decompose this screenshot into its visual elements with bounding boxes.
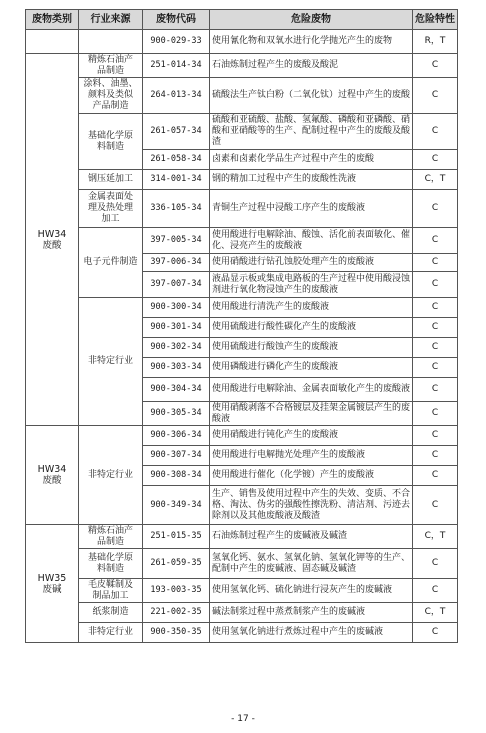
- hazard-characteristic: C: [413, 623, 458, 643]
- hazard-characteristic: C: [413, 254, 458, 272]
- waste-code: 261-058-34: [143, 150, 210, 170]
- waste-description: 石油炼制过程产生的废碱液及碱渣: [210, 525, 413, 549]
- waste-code: 251-015-35: [143, 525, 210, 549]
- hazard-characteristic: C: [413, 78, 458, 114]
- waste-description: 硫酸法生产钛白粉（二氧化钛）过程中产生的废酸: [210, 78, 413, 114]
- industry-source: 毛皮鞣制及 制品加工: [79, 579, 143, 603]
- waste-description: 卤素和卤素化学品生产过程中产生的废酸: [210, 150, 413, 170]
- waste-code: 336-105-34: [143, 190, 210, 228]
- waste-code: 900-304-34: [143, 378, 210, 402]
- waste-code: 264-013-34: [143, 78, 210, 114]
- table-row: [26, 78, 458, 114]
- waste-description: 使用氢氧化钠进行煮炼过程中产生的废碱液: [210, 623, 413, 643]
- waste-description: 石油炼制过程产生的废酸及酸泥: [210, 54, 413, 78]
- table-row: [26, 603, 458, 623]
- industry-source: 精炼石油产 品制造: [79, 54, 143, 78]
- table-row: [26, 579, 458, 603]
- waste-category-hw34-continued: HW34 废酸: [26, 426, 79, 525]
- waste-description: 使用硫酸进行酸蚀产生的废酸液: [210, 338, 413, 358]
- waste-description: 使用酸进行电解除油、酸蚀、活化前表面敏化、催化、浸亮产生的废酸液: [210, 228, 413, 254]
- table-row: [26, 228, 458, 254]
- hazardous-waste-table: [25, 9, 458, 643]
- industry-source: 非特定行业: [79, 298, 143, 426]
- hazard-characteristic: C，T: [413, 603, 458, 623]
- waste-description: 使用硝酸剥落不合格镀层及挂架金属镀层产生的废酸液: [210, 402, 413, 426]
- header-code: 废物代码: [143, 10, 210, 30]
- waste-description: 硫酸和亚硫酸、盐酸、氢氟酸、磷酸和亚磷酸、硝酸和亚硝酸等的生产、配制过程中产生的废酸及酸渣: [210, 114, 413, 150]
- hazard-characteristic: C: [413, 338, 458, 358]
- industry-source: 基础化学原 料制造: [79, 114, 143, 170]
- waste-code: 900-029-33: [143, 30, 210, 54]
- industry-source: 金属表面处 理及热处理 加工: [79, 190, 143, 228]
- hazard-characteristic: C: [413, 150, 458, 170]
- table-row: [26, 298, 458, 318]
- waste-code: 193-003-35: [143, 579, 210, 603]
- waste-code: 397-006-34: [143, 254, 210, 272]
- industry-source: 非特定行业: [79, 623, 143, 643]
- hazard-characteristic: C: [413, 298, 458, 318]
- table-row: [26, 114, 458, 150]
- waste-description: 钢的精加工过程中产生的废酸性洗液: [210, 170, 413, 190]
- table-row: [26, 54, 458, 78]
- waste-code: 900-349-34: [143, 486, 210, 525]
- waste-description: 使用酸进行清洗产生的废酸液: [210, 298, 413, 318]
- page-number: - 17 -: [231, 714, 255, 724]
- waste-code: 314-001-34: [143, 170, 210, 190]
- waste-description: 使用硝酸进行钻孔蚀胶处理产生的废酸液: [210, 254, 413, 272]
- industry-source: 钢压延加工: [79, 170, 143, 190]
- industry-source: 涂料、油墨、 颜料及类似 产品制造: [79, 78, 143, 114]
- waste-code: 900-300-34: [143, 298, 210, 318]
- waste-code: 900-305-34: [143, 402, 210, 426]
- table-row: [26, 30, 458, 54]
- table-header-row: [26, 10, 458, 30]
- header-waste: 危险废物: [210, 10, 413, 30]
- waste-description: 使用硫酸进行酸性碳化产生的废酸液: [210, 318, 413, 338]
- hazard-characteristic: C: [413, 318, 458, 338]
- waste-description: 氢氧化钙、氨水、氢氧化钠、氢氧化钾等的生产、配制中产生的废碱液、固态碱及碱渣: [210, 549, 413, 579]
- hazard-characteristic: C: [413, 486, 458, 525]
- hazard-characteristic: C: [413, 466, 458, 486]
- waste-description: 生产、销售及使用过程中产生的失效、变质、不合格、淘汰、伪劣的强酸性擦洗粉、清洁剂、污迹去除剂以及其他废酸液及酸渣: [210, 486, 413, 525]
- hazard-characteristic: C: [413, 549, 458, 579]
- hazard-characteristic: R，T: [413, 30, 458, 54]
- waste-description: 液晶显示板或集成电路板的生产过程中使用酸浸蚀剂进行氧化物浸蚀产生的废酸液: [210, 272, 413, 298]
- waste-code: 221-002-35: [143, 603, 210, 623]
- waste-code: 900-350-35: [143, 623, 210, 643]
- waste-code: 900-303-34: [143, 358, 210, 378]
- table-row: [26, 549, 458, 579]
- hazard-characteristic: C: [413, 446, 458, 466]
- industry-source: 精炼石油产 品制造: [79, 525, 143, 549]
- waste-description: 使用氢氧化钙、硫化钠进行浸灰产生的废碱液: [210, 579, 413, 603]
- table-row: [26, 525, 458, 549]
- waste-description: 使用酸进行电解除油、金属表面敏化产生的废酸液: [210, 378, 413, 402]
- waste-code: 397-007-34: [143, 272, 210, 298]
- table-row: [26, 623, 458, 643]
- hazard-characteristic: C: [413, 54, 458, 78]
- waste-description: 碱法制浆过程中蒸煮制浆产生的废碱液: [210, 603, 413, 623]
- waste-description: 青铜生产过程中浸酸工序产生的废酸液: [210, 190, 413, 228]
- hazard-characteristic: C: [413, 272, 458, 298]
- hazard-characteristic: C: [413, 114, 458, 150]
- waste-description: 使用硝酸进行钝化产生的废酸液: [210, 426, 413, 446]
- waste-description: 使用氰化物和双氧水进行化学抛光产生的废物: [210, 30, 413, 54]
- header-industry: 行业来源: [79, 10, 143, 30]
- industry-source: 非特定行业: [79, 426, 143, 525]
- waste-code: 397-005-34: [143, 228, 210, 254]
- industry-source: 纸浆制造: [79, 603, 143, 623]
- category-cell-empty: [26, 30, 79, 54]
- hazard-characteristic: C: [413, 190, 458, 228]
- hazard-characteristic: C: [413, 426, 458, 446]
- waste-code: 900-301-34: [143, 318, 210, 338]
- hazard-characteristic: C，T: [413, 170, 458, 190]
- waste-code: 261-057-34: [143, 114, 210, 150]
- table-row: [26, 426, 458, 446]
- table-row: [26, 190, 458, 228]
- waste-code: 900-308-34: [143, 466, 210, 486]
- waste-code: 900-306-34: [143, 426, 210, 446]
- waste-code: 261-059-35: [143, 549, 210, 579]
- waste-description: 使用磷酸进行磷化产生的废酸液: [210, 358, 413, 378]
- waste-code: 900-307-34: [143, 446, 210, 466]
- waste-description: 使用酸进行催化（化学镀）产生的废酸液: [210, 466, 413, 486]
- header-hazard: 危险特性: [413, 10, 458, 30]
- hazard-characteristic: C，T: [413, 525, 458, 549]
- hazard-characteristic: C: [413, 579, 458, 603]
- hazard-characteristic: C: [413, 358, 458, 378]
- waste-category-hw35: HW35 废碱: [26, 525, 79, 643]
- hazard-characteristic: C: [413, 228, 458, 254]
- industry-cell-empty: [79, 30, 143, 54]
- industry-source: 基础化学原 料制造: [79, 549, 143, 579]
- waste-description: 使用酸进行电解抛光处理产生的废酸液: [210, 446, 413, 466]
- table-row: [26, 170, 458, 190]
- waste-code: 251-014-34: [143, 54, 210, 78]
- header-category: 废物类别: [26, 10, 79, 30]
- waste-code: 900-302-34: [143, 338, 210, 358]
- waste-category-hw34: HW34 废酸: [26, 54, 79, 426]
- hazard-characteristic: C: [413, 402, 458, 426]
- industry-source: 电子元件制造: [79, 228, 143, 298]
- hazard-characteristic: C: [413, 378, 458, 402]
